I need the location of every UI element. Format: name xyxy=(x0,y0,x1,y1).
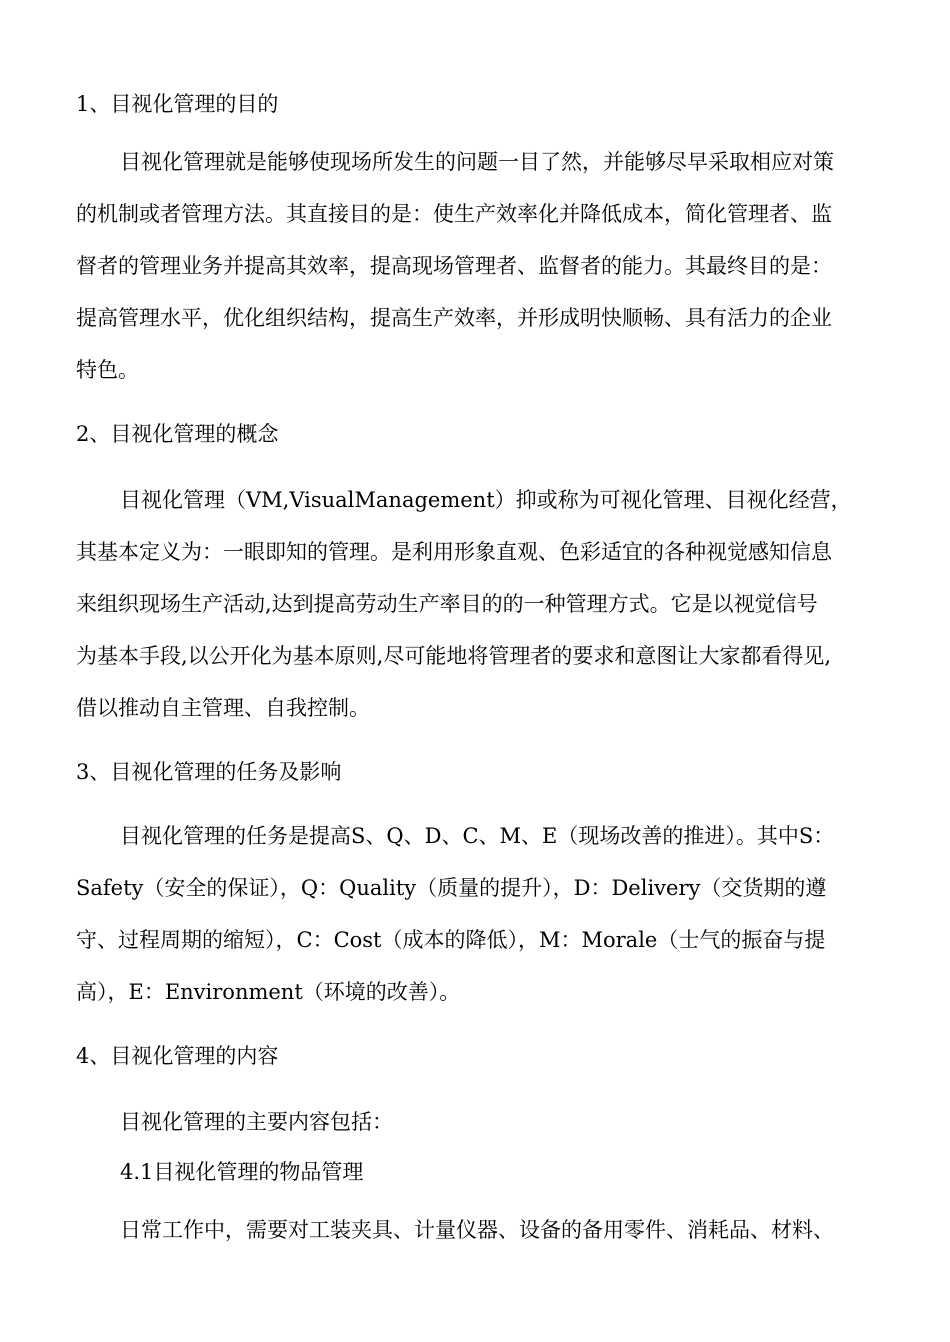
section-4-line-1: 目视化管理的主要内容包括： xyxy=(120,1110,393,1134)
section-2-line-3: 来组织现场生产活动,达到提高劳动生产率目的的一种管理方式。它是以视觉信号 xyxy=(76,592,818,616)
subsection-4-1-heading: 4.1目视化管理的物品管理 xyxy=(120,1160,364,1184)
section-3-line-3: 守、过程周期的缩短），C：Cost（成本的降低），M：Morale（士气的振奋与提 xyxy=(76,928,826,952)
section-3-line-2: Safety（安全的保证），Q：Quality（质量的提升），D：Delivery（交货期的遵 xyxy=(76,876,827,900)
section-1-heading: 1、目视化管理的目的 xyxy=(76,92,279,116)
section-1-line-3: 督者的管理业务并提高其效率，提高现场管理者、监督者的能力。其最终目的是： xyxy=(76,254,832,278)
section-1-line-5: 特色。 xyxy=(76,358,139,382)
section-1-line-1: 目视化管理就是能够使现场所发生的问题一目了然，并能够尽早采取相应对策 xyxy=(120,150,834,174)
section-4-line-3: 日常工作中，需要对工装夹具、计量仪器、设备的备用零件、消耗品、材料、 xyxy=(120,1218,834,1242)
section-3-heading: 3、目视化管理的任务及影响 xyxy=(76,760,342,784)
section-2-heading: 2、目视化管理的概念 xyxy=(76,422,279,446)
section-1-line-2: 的机制或者管理方法。其直接目的是：使生产效率化并降低成本，简化管理者、监 xyxy=(76,202,832,226)
section-2-line-1: 目视化管理（VM,VisualManagement）抑或称为可视化管理、目视化经营， xyxy=(120,488,852,512)
section-1-line-4: 提高管理水平，优化组织结构，提高生产效率，并形成明快顺畅、具有活力的企业 xyxy=(76,306,832,330)
section-2-line-2: 其基本定义为：一眼即知的管理。是利用形象直观、色彩适宜的各种视觉感知信息 xyxy=(76,540,832,564)
section-2-line-4: 为基本手段,以公开化为基本原则,尽可能地将管理者的要求和意图让大家都看得见, xyxy=(76,644,832,668)
section-3-line-4: 高），E：Environment（环境的改善）。 xyxy=(76,980,461,1004)
section-4-heading: 4、目视化管理的内容 xyxy=(76,1044,279,1068)
section-2-line-5: 借以推动自主管理、自我控制。 xyxy=(76,696,370,720)
section-3-line-1: 目视化管理的任务是提高S、Q、D、C、M、E（现场改善的推进）。其中S： xyxy=(120,824,835,848)
